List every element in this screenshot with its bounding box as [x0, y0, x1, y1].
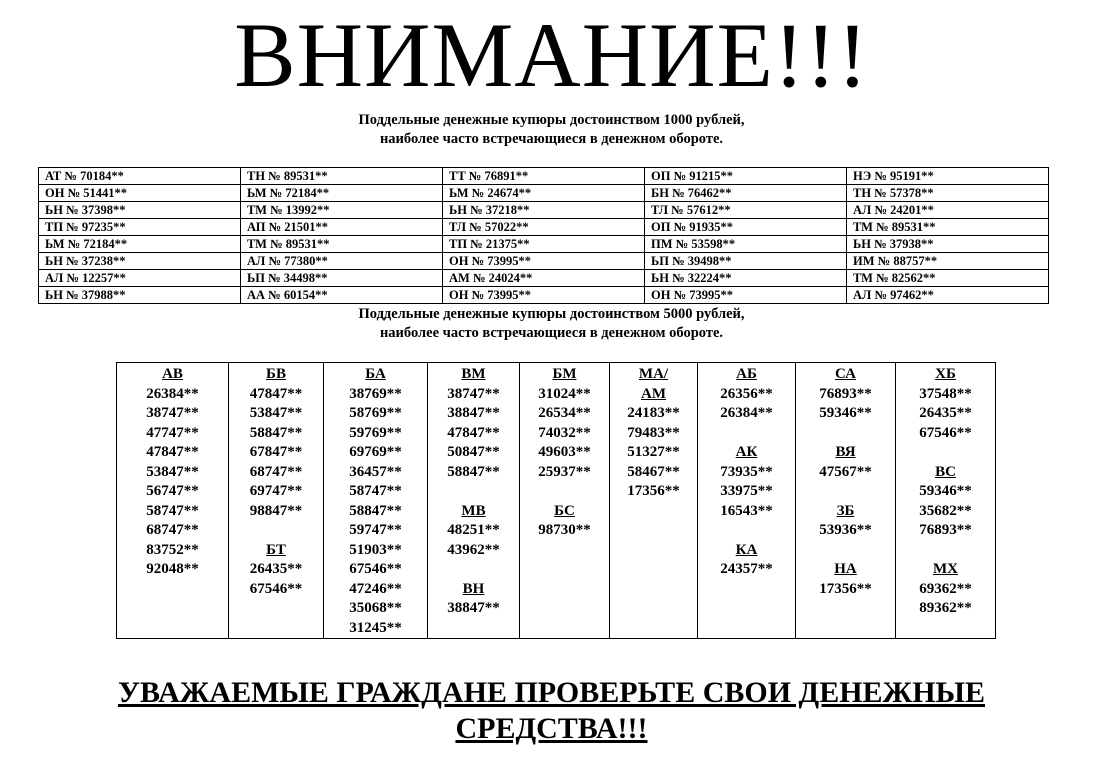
- serial-number: 16543**: [720, 502, 773, 519]
- spacer: [229, 521, 323, 541]
- serial-number: 68747**: [249, 463, 303, 480]
- series-column: [610, 363, 698, 639]
- serial-number: 51327**: [627, 444, 680, 460]
- serial-cell: ТМ № 89531**: [241, 236, 443, 253]
- serial-cell: ЬМ № 72184**: [39, 236, 241, 253]
- serial-number: 31024**: [538, 385, 591, 402]
- series-header: ВМ: [461, 366, 486, 382]
- serial-number: 47567**: [819, 463, 872, 480]
- serial-cell: ТП № 97235**: [39, 219, 241, 236]
- spacer: [428, 482, 519, 502]
- spacer: [698, 424, 795, 444]
- spacer: [520, 482, 609, 502]
- table-row: [39, 236, 1049, 253]
- serial-cell: ОП № 91935**: [645, 219, 847, 236]
- serial-number: 98847**: [249, 502, 303, 519]
- series-header: АК: [735, 444, 758, 460]
- serial-number: 35682**: [919, 502, 972, 519]
- spacer: [796, 541, 895, 561]
- serial-cell: АЛ № 12257**: [39, 270, 241, 287]
- serial-number: 59769**: [349, 424, 402, 441]
- serial-cell: ТН № 57378**: [847, 185, 1049, 202]
- notes-5000-heading-line-2: наиболее часто встречающиеся в денежном обороте.: [379, 325, 724, 341]
- series-column: [698, 363, 796, 639]
- spacer: [896, 443, 995, 463]
- notes-1000-heading-line-2: наиболее часто встречающиеся в денежном обороте.: [379, 131, 724, 147]
- serial-number: 47246**: [349, 580, 402, 597]
- series-header: ХБ: [935, 366, 956, 382]
- series-header: НА: [834, 561, 857, 577]
- warning-footer-line-2: СРЕДСТВА!!!: [455, 712, 648, 745]
- serial-number: 53847**: [146, 463, 199, 480]
- serial-cell: ТП № 21375**: [443, 236, 645, 253]
- serial-cell: АА № 60154**: [241, 287, 443, 304]
- serial-number: 74032**: [538, 424, 591, 441]
- serial-cell: ИМ № 88757**: [847, 253, 1049, 270]
- warning-footer-line-1: УВАЖАЕМЫЕ ГРАЖДАНЕ ПРОВЕРЬТЕ СВОИ ДЕНЕЖНЫЕ: [117, 676, 986, 709]
- serial-number: 51903**: [349, 541, 402, 558]
- serial-number: 68747**: [146, 522, 199, 538]
- serial-number: 17356**: [819, 580, 872, 597]
- serial-number: 48251**: [447, 522, 500, 538]
- serial-cell: ОП № 91215**: [645, 168, 847, 185]
- series-column: [896, 363, 996, 639]
- serial-number: 47747**: [146, 424, 199, 441]
- serial-number: 49603**: [538, 444, 591, 460]
- serial-number: 43962**: [447, 541, 500, 558]
- notes-5000-table: [116, 362, 996, 639]
- page-title: ВНИМАНИЕ!!!: [234, 4, 869, 106]
- serial-cell: ЬП № 39498**: [645, 253, 847, 270]
- notes-1000-heading-line-1: Поддельные денежные купюры достоинством 1000 рублей,: [358, 112, 745, 128]
- serial-number: 17356**: [627, 483, 680, 499]
- serial-cell: ТН № 89531**: [241, 168, 443, 185]
- serial-number: 67847**: [249, 444, 303, 460]
- spacer: [428, 560, 519, 580]
- serial-number: 69747**: [249, 483, 303, 499]
- serial-number: 92048**: [146, 561, 199, 577]
- serial-number: 26384**: [720, 405, 773, 421]
- serial-cell: ОН № 73995**: [443, 253, 645, 270]
- series-header: ВЯ: [835, 444, 856, 460]
- serial-cell: БН № 76462**: [645, 185, 847, 202]
- serial-number: 31245**: [349, 619, 402, 636]
- serial-number: 35068**: [349, 600, 402, 616]
- serial-number: 58467**: [627, 463, 680, 480]
- serial-number: 58847**: [249, 424, 303, 441]
- notes-5000-row: [117, 363, 996, 639]
- serial-number: 53847**: [249, 405, 303, 421]
- serial-number: 58847**: [447, 463, 500, 480]
- serial-number: 47847**: [447, 424, 500, 441]
- serial-number: 83752**: [146, 541, 199, 558]
- series-header: ЗБ: [836, 502, 855, 519]
- series-column: [117, 363, 229, 639]
- serial-number: 24183**: [627, 405, 680, 421]
- serial-cell: ТТ № 76891**: [443, 168, 645, 185]
- serial-number: 38847**: [447, 405, 500, 421]
- serial-cell: ЬН № 37938**: [847, 236, 1049, 253]
- series-header: СА: [835, 366, 856, 382]
- serial-number: 26384**: [146, 385, 199, 402]
- serial-cell: АМ № 24024**: [443, 270, 645, 287]
- table-row: [39, 253, 1049, 270]
- serial-number: 38747**: [447, 385, 500, 402]
- series-header: АВ: [162, 366, 183, 382]
- notes-1000-table: [38, 167, 1049, 304]
- serial-cell: ЬН № 37398**: [39, 202, 241, 219]
- series-header: МВ: [461, 502, 486, 519]
- serial-number: 67546**: [919, 424, 972, 441]
- notes-5000-heading-line-1: Поддельные денежные купюры достоинством 5000 рублей,: [358, 306, 745, 322]
- series-header: БВ: [266, 366, 286, 382]
- table-row: [39, 219, 1049, 236]
- serial-number: 36457**: [349, 463, 402, 480]
- serial-cell: АЛ № 24201**: [847, 202, 1049, 219]
- series-header: ВН: [462, 580, 485, 597]
- serial-cell: ТЛ № 57612**: [645, 202, 847, 219]
- serial-number: 76893**: [919, 522, 972, 538]
- serial-cell: ТМ № 82562**: [847, 270, 1049, 287]
- serial-cell: ЬН № 32224**: [645, 270, 847, 287]
- serial-number: 59346**: [919, 483, 972, 499]
- series-header: АБ: [736, 366, 757, 382]
- serial-cell: АП № 21501**: [241, 219, 443, 236]
- series-column: [229, 363, 324, 639]
- serial-number: 58847**: [349, 502, 402, 519]
- serial-number: 59346**: [819, 405, 872, 421]
- serial-number: 89362**: [919, 600, 972, 616]
- serial-number: 58769**: [349, 405, 402, 421]
- table-row: [39, 185, 1049, 202]
- serial-number: 50847**: [447, 444, 500, 460]
- serial-number: 26435**: [919, 405, 972, 421]
- series-header: ВС: [935, 463, 956, 480]
- series-header: БТ: [266, 541, 286, 558]
- serial-number: 26534**: [538, 405, 591, 421]
- series-header: БС: [554, 502, 575, 519]
- warning-footer: [0, 675, 1103, 747]
- serial-number: 26356**: [720, 385, 773, 402]
- series-column: [428, 363, 520, 639]
- serial-cell: ПМ № 53598**: [645, 236, 847, 253]
- serial-number: 56747**: [146, 483, 199, 499]
- series-column: [324, 363, 428, 639]
- serial-number: 37548**: [919, 385, 972, 402]
- serial-number: 59747**: [349, 522, 402, 538]
- serial-cell: ТМ № 89531**: [847, 219, 1049, 236]
- spacer: [796, 424, 895, 444]
- serial-cell: ЬН № 37218**: [443, 202, 645, 219]
- series-column: [796, 363, 896, 639]
- serial-cell: ОН № 73995**: [443, 287, 645, 304]
- spacer: [796, 482, 895, 502]
- serial-number: 25937**: [538, 463, 591, 480]
- serial-cell: ТМ № 13992**: [241, 202, 443, 219]
- serial-number: 98730**: [538, 522, 591, 538]
- serial-number: 38847**: [447, 600, 500, 616]
- serial-number: 47847**: [249, 385, 303, 402]
- serial-number: 79483**: [627, 424, 680, 441]
- serial-number: 38747**: [146, 405, 199, 421]
- table-row: [39, 202, 1049, 219]
- serial-cell: ОН № 51441**: [39, 185, 241, 202]
- notes-5000-heading: [0, 305, 1103, 343]
- table-row: [39, 270, 1049, 287]
- serial-cell: ЬН № 37238**: [39, 253, 241, 270]
- serial-number: 33975**: [720, 483, 773, 499]
- serial-number: 69362**: [919, 580, 972, 597]
- serial-cell: ЬП № 34498**: [241, 270, 443, 287]
- serial-cell: ЬМ № 72184**: [241, 185, 443, 202]
- series-header: МА/: [638, 366, 669, 382]
- serial-cell: АЛ № 97462**: [847, 287, 1049, 304]
- series-header: БА: [365, 366, 386, 382]
- serial-cell: ЬН № 37988**: [39, 287, 241, 304]
- serial-number: 38769**: [349, 385, 402, 402]
- serial-number: 47847**: [146, 444, 199, 460]
- serial-number: 76893**: [819, 385, 872, 402]
- series-header: АМ: [641, 385, 666, 402]
- spacer: [698, 521, 795, 541]
- notes-1000-table-body: [39, 168, 1049, 304]
- serial-cell: АЛ № 77380**: [241, 253, 443, 270]
- serial-number: 67546**: [349, 561, 402, 577]
- serial-number: 26435**: [249, 561, 303, 577]
- notes-1000-heading: [0, 111, 1103, 149]
- serial-cell: ТЛ № 57022**: [443, 219, 645, 236]
- table-row: [39, 168, 1049, 185]
- serial-cell: АТ № 70184**: [39, 168, 241, 185]
- serial-number: 24357**: [720, 561, 773, 577]
- table-row: [39, 287, 1049, 304]
- series-column: [520, 363, 610, 639]
- spacer: [896, 541, 995, 561]
- serial-number: 69769**: [349, 444, 402, 460]
- serial-number: 73935**: [720, 463, 773, 480]
- serial-cell: НЭ № 95191**: [847, 168, 1049, 185]
- series-header: БМ: [552, 366, 577, 382]
- serial-number: 58747**: [349, 483, 402, 499]
- series-header: КА: [735, 541, 758, 558]
- series-header: МХ: [933, 561, 958, 577]
- serial-cell: ОН № 73995**: [645, 287, 847, 304]
- serial-number: 53936**: [819, 522, 872, 538]
- serial-cell: ЬМ № 24674**: [443, 185, 645, 202]
- serial-number: 58747**: [146, 502, 199, 519]
- serial-number: 67546**: [249, 580, 303, 597]
